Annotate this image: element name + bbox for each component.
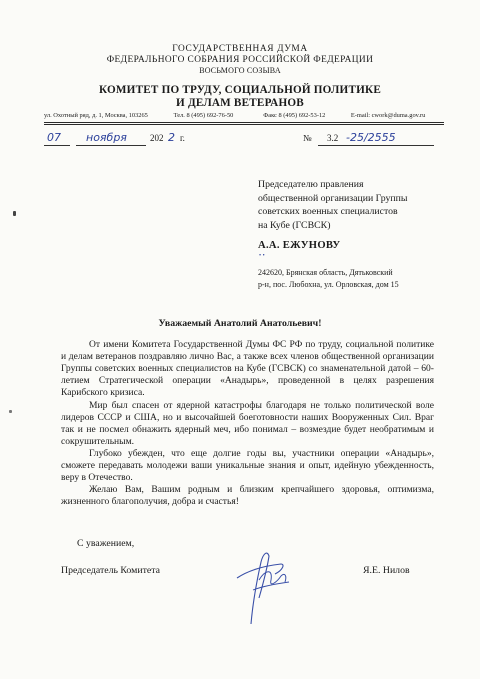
header-federal-assembly: ФЕДЕРАЛЬНОГО СОБРАНИЯ РОССИЙСКОЙ ФЕДЕРАЦИИ bbox=[106, 55, 374, 65]
reg-number-underline bbox=[318, 145, 434, 146]
postal-address bbox=[258, 267, 468, 290]
header-convocation: ВОСЬМОГО СОЗЫВА bbox=[199, 66, 281, 75]
handwritten-signature bbox=[223, 540, 303, 630]
reg-month-underline bbox=[76, 145, 146, 146]
contact-email: E-mail: cwork@duma.gov.ru bbox=[350, 112, 426, 119]
reg-number-label: № bbox=[303, 133, 312, 143]
header-rule bbox=[44, 122, 444, 123]
recipient-name: А.А. ЕЖУНОВУ bbox=[258, 240, 341, 251]
recipient-line: общественной организации Группы bbox=[258, 192, 408, 204]
postal-line: 242620, Брянская область, Дятьковский bbox=[258, 268, 393, 277]
body-paragraph: Глубоко убежден, что еще долгие годы вы, участники операции «Анадырь», сможете передавать молодежи ваши уникальные знания и опыт, идейную убежденность, веру в Отечество. bbox=[61, 447, 434, 484]
reg-number-printed: 3.2 bbox=[327, 133, 339, 143]
reg-number-handwritten: -25/2555 bbox=[346, 131, 396, 144]
recipient-line: на Кубе (ГСВСК) bbox=[258, 219, 331, 231]
reg-day-underline bbox=[44, 145, 70, 146]
header-duma: ГОСУДАРСТВЕННАЯ ДУМА bbox=[172, 44, 308, 54]
hole-punch-mark bbox=[9, 410, 12, 413]
reg-year-prefix: 202 bbox=[150, 133, 164, 143]
contact-address: ул. Охотный ряд, д. 1, Москва, 103265 bbox=[44, 112, 148, 119]
hole-punch-mark bbox=[13, 211, 16, 216]
header-committee-line2: И ДЕЛАМ ВЕТЕРАНОВ bbox=[176, 97, 304, 109]
reg-day: 07 bbox=[47, 131, 61, 144]
reg-month: ноября bbox=[86, 131, 127, 144]
contact-phone: Тел. 8 (495) 692-76-50 bbox=[173, 112, 234, 119]
greeting: Уважаемый Анатолий Анатольевич! bbox=[158, 318, 322, 329]
reg-year-word: г. bbox=[180, 133, 185, 143]
closing-regards: С уважением, bbox=[77, 538, 135, 549]
letter-body bbox=[61, 339, 434, 509]
header-committee-line1: КОМИТЕТ ПО ТРУДУ, СОЦИАЛЬНОЙ ПОЛИТИКЕ bbox=[98, 84, 381, 96]
recipient-block bbox=[258, 178, 458, 232]
header-rule bbox=[44, 124, 444, 125]
signatory-name: Я.Е. Нилов bbox=[363, 565, 410, 576]
postal-line: р-н, пос. Любохна, ул. Орловская, дом 15 bbox=[258, 279, 399, 289]
body-paragraph: Мир был спасен от ядерной катастрофы благодаря не только политической воле лидеров СССР и США, но и высочайшей боеготовности наших Вооруженных Сил. Враг так и не посмел обнажить ядерный меч, ибо понимал – возмездие будет необратимым и сокрушительным. bbox=[61, 399, 434, 447]
contacts-line bbox=[44, 112, 444, 119]
signatory-title: Председатель Комитета bbox=[61, 565, 160, 576]
body-paragraph: От имени Комитета Государственной Думы ФС РФ по труду, социальной политике и делам ветеранов поздравляю лично Вас, а также всех членов общественной организации Группы советских военных специалистов на Кубе (ГСВСК) со знаменательной датой – 60-летием Стратегической операции «Анадырь», проведенной в целях разрешения Карибского кризиса. bbox=[61, 339, 434, 399]
contact-fax: Факс 8 (495) 692-53-12 bbox=[263, 112, 326, 119]
reg-year-suffix: 2 bbox=[168, 131, 175, 144]
recipient-line: Председателю правления bbox=[258, 179, 364, 190]
body-paragraph: Желаю Вам, Вашим родным и близким крепчайшего здоровья, оптимизма, жизненного благополучия, добра и счастья! bbox=[61, 484, 434, 508]
recipient-line: советских военных специалистов bbox=[258, 206, 398, 218]
ink-dots: • • bbox=[259, 253, 265, 259]
